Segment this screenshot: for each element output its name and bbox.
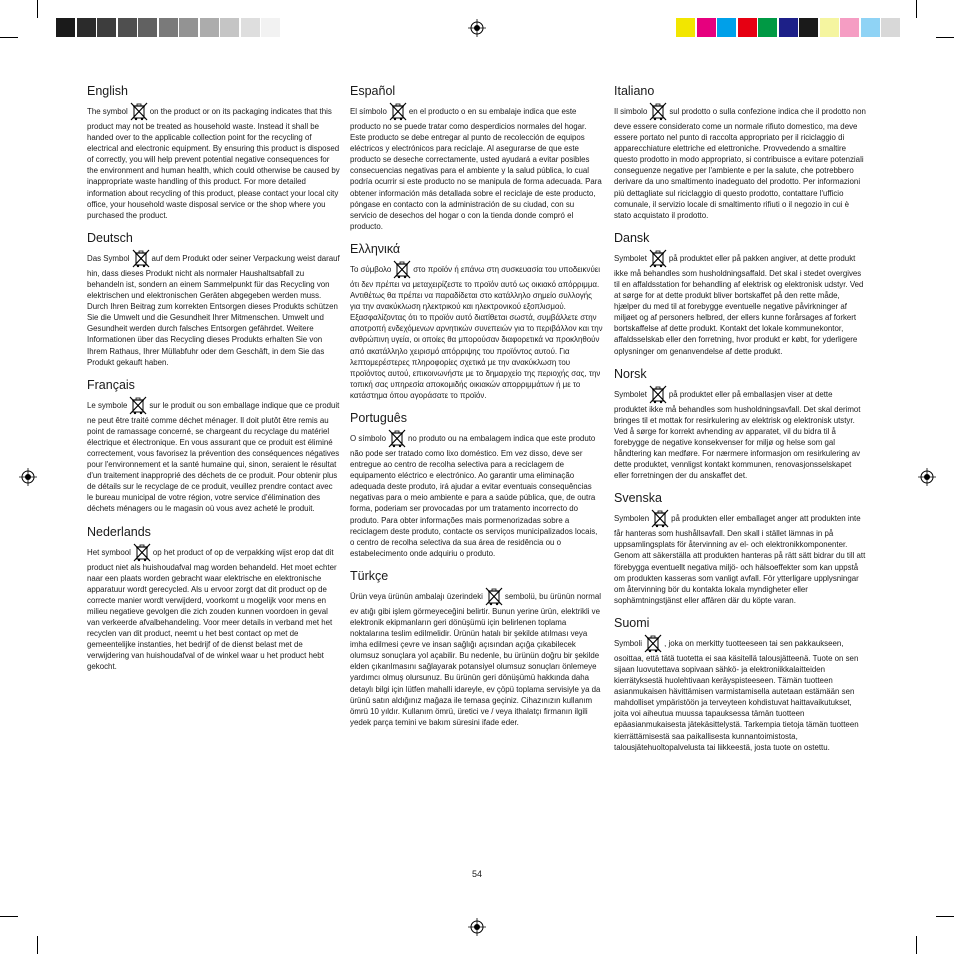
crossed-bin-icon (387, 428, 407, 448)
section-body (614, 633, 867, 753)
section-heading: Nederlands (87, 524, 151, 539)
section-body (87, 542, 340, 673)
section-heading: Ελληνικά (350, 241, 401, 256)
body-lead: Le symbole (87, 400, 128, 410)
gray-swatch (241, 18, 260, 37)
color-swatch-bar (676, 18, 902, 37)
body-text: on the product or on its packaging indicates that this product may not be treated as household waste. Instead it shall be handed over to the applicable collection point for the recycling of electrical and electronic equipment. By ensuring this product is disposed of correctly, you will help prevent potential negative consequences for the environment and human health, which could otherwise be caused by inappropriate waste handling of this product. For more detailed information about recycling of this product, please contact your local city office, your household waste disposal service or the shop where you purchased the product. (87, 107, 340, 220)
crossed-bin-icon (650, 508, 670, 528)
section-heading: Português (350, 410, 407, 425)
section-heading: Deutsch (87, 230, 133, 245)
gray-swatch (77, 18, 96, 37)
section-body (614, 384, 867, 482)
section-heading: Suomi (614, 615, 650, 630)
crossed-bin-icon (131, 248, 151, 268)
registration-mark-icon (918, 468, 936, 486)
body-lead: Il simbolo (614, 107, 648, 116)
registration-mark-icon (468, 918, 486, 936)
language-section (87, 378, 340, 515)
section-body (350, 428, 603, 559)
body-lead: Το σύμβολο (350, 264, 392, 274)
body-text: sul prodotto o sulla confezione indica che il prodotto non deve essere considerato come un normale rifiuto domestico, ma deve essere portato nel punto di raccolta appropriato per il riciclaggio di apparecchiature elettriche ed elettroniche. Provvedendo a smaltire questo prodotto in modo appropriato, si contribuisce a evitare potenziali conseguenze negative per l'ambiente e per la salute, che potrebbero derivare da uno smaltimento inadeguato del prodotto. Per informazioni più dettagliate sul riciclaggio di questo prodotto, contattare l'ufficio comunale, il servizio locale di smaltimento rifiuti o il negozio in cui è stato acquistato il prodotto. (614, 107, 866, 220)
gray-swatch-bar (56, 18, 282, 37)
gray-swatch (97, 18, 116, 37)
section-heading: Español (350, 84, 396, 98)
body-lead: Het symbool (87, 547, 131, 557)
section-body (87, 101, 340, 221)
section-body (350, 101, 603, 232)
body-text: på produktet eller på pakken angiver, at dette produkt ikke må behandles som husholdningsaffald. Det skal i stedet overgives til en affaldsstation for behandling af elektrisk og elektronisk udstyr. Ved at sørge for at dette produkt bliver bortskaffet på den rette måde, hjælper du med til at forebygge eventuelle negative påvirkninger af miljøet og af personers helbred, der ellers kunne forårsages af forkert bortskaffelse af dette produkt. Kontakt det lokale kommunekontor, affaldsselskab eller den forretning, hvor produkt er købt, for yderligere oplysninger om genanvendelse af dette produkt. (614, 253, 864, 356)
color-swatch (758, 18, 777, 37)
color-swatch (820, 18, 839, 37)
body-text: no produto ou na embalagem indica que este produto não pode ser tratado como lixo doméstico. Em vez disso, deve ser entregue ao centro de recolha selectiva para a reciclagem de equipamento eléctrico e electrónico. Ao garantir uma eliminação adequada deste produto, irá ajudar a evitar eventuais consequências negativas para o meio ambiente e para a saúde pública, que, de outra forma, poderiam ser provocadas por um tratamento incorrecto do produto. Para obter informações mais pormenorizadas sobre a reciclagem deste produto, contacte os serviços municipalizados locais, o centro de recolha selectiva da sua área de residência ou o estabelecimento onde adquiriu o produto. (350, 433, 598, 558)
gray-swatch (118, 18, 137, 37)
crossed-bin-icon (643, 633, 663, 653)
gray-swatch (179, 18, 198, 37)
language-section (614, 84, 867, 221)
section-body (614, 508, 867, 606)
column-right (614, 84, 867, 763)
crossed-bin-icon (392, 259, 412, 279)
crop-mark (916, 0, 917, 18)
registration-mark-icon (468, 19, 486, 37)
crop-mark (0, 916, 18, 917)
color-swatch (738, 18, 757, 37)
gray-swatch (200, 18, 219, 37)
gray-swatch (261, 18, 280, 37)
body-lead: Symboli (614, 638, 643, 648)
section-heading: English (87, 84, 128, 98)
body-text: på produkten eller emballaget anger att produkten inte får hanteras som hushållsavfall. Den skall i stället lämnas in på uppsamlingsplats för återvinning av el- och elektronikkomponenter. Genom att säkerställa att produkten hanteras på rätt sätt bidrar du till att förebygga eventuellt negativa miljö- och hälsoeffekter som kan uppstå om produkten kasseras som vanligt avfall. För ytterligare upplysningar om återvinning bör du kontakta lokala myndigheter eller sophämtningstjänst eller affären där du köpte varan. (614, 514, 866, 605)
crossed-bin-icon (648, 101, 668, 121)
body-lead: Symbolet (614, 253, 647, 263)
section-body (87, 248, 340, 368)
section-body (350, 259, 603, 401)
section-heading: Dansk (614, 230, 650, 245)
body-lead: Das Symbol (87, 253, 130, 263)
language-section (614, 616, 867, 753)
crop-mark (0, 37, 18, 38)
language-section (350, 84, 603, 232)
section-body (614, 248, 867, 357)
language-section (87, 84, 340, 221)
column-left (87, 84, 340, 682)
section-heading: Italiano (614, 84, 655, 98)
gray-swatch (220, 18, 239, 37)
gray-swatch (56, 18, 75, 37)
body-text: op het product of op de verpakking wijst erop dat dit product niet als huishoudafval mag worden behandeld. Het moet echter naar een plaats worden gebracht waar elektrische en elektronische apparatuur wordt gerecycled. Als u ervoor zorgt dat dit product op de correcte manier wordt verwijderd, voorkomt u mogelijk voor mens en milieu negatieve gevolgen die zich zouden kunnen voordoen in geval van verkeerde afvalbehandeling. Voor meer details in verband met het recyclen van dit product, neemt u het best contact op met de gemeentelijke instanties, het bedrijf of de dienst belast met de verwijdering van huishoudafval of de winkel waar u het product hebt gekocht. (87, 547, 337, 672)
language-section (350, 569, 603, 728)
body-text: sur le produit ou son emballage indique que ce produit ne peut être traité comme déchet ménager. Il doit plutôt être remis au point de ramassage concerné, se chargeant du recyclage du matériel électrique et électronique. En vous assurant que ce produit est éliminé correctement, vous favorisez la prévention des conséquences négatives pour l'environnement et la santé humaine qui, sinon, seraient le résultat d'un traitement inapproprié des déchets de ce produit. Pour obtenir plus de détails sur le recyclage de ce produit, veuillez prendre contact avec le bureau municipal de votre région, votre service d'élimination des déchets ménagers ou le magasin où vous avez acheté le produit. (87, 400, 340, 514)
column-middle (350, 84, 603, 738)
language-section (350, 411, 603, 559)
crop-mark (936, 916, 954, 917)
body-lead: The symbol (87, 107, 128, 116)
body-text: στο προϊόν ή επάνω στη συσκευασία του υποδεικνύει ότι δεν πρέπει να μεταχειρίζεστε το προϊόν αυτό ως οικιακό απόρριμμα. Αντιθέτως θα πρέπει να παραδίδεται στο κατάλληλο σημείο συλλογής για την ανακύκλωση ηλεκτρικού και ηλεκτρονικού εξοπλισμού. Εξασφαλίζοντας ότι το προϊόν αυτό διατίθεται σωστά, συμβάλλετε στην αποτροπή ενδεχόμενων αρνητικών συνεπειών για το περιβάλλον και την ανθρώπινη υγεία, οι οποίες θα μπορούσαν διαφορετικά να προκληθούν από ακατάλληλο χειρισμό απόρριψης του προϊόντος αυτού. Για λεπτομερέστερες πληροφορίες σχετικά με την ανακύκλωση του προϊόντος αυτού, επικοινωνήστε με το δημαρχείο της περιοχής σας, την τοπική σας υπηρεσία αποκομιδής οικιακών απορριμμάτων ή με το κατάστημα όπου αγοράσατε το προϊόν. (350, 264, 603, 400)
crossed-bin-icon (648, 248, 668, 268)
color-swatch (881, 18, 900, 37)
crossed-bin-icon (129, 101, 149, 121)
registration-mark-icon (19, 468, 37, 486)
body-text: sembolü, bu ürünün normal ev atığı gibi işlem görmeyeceğini belirtir. Bunun yerine ürün, elektrikli ve elektronik ekipmanların geri dönüşümü için belirlenen toplama noktalarına teslim edilmelidir. Ürünün hatalı bir şekilde atılması veya imha edilmesi çevre ve insan sağlığı açısından açığa çıkabilecek olumsuz sonuçlara yol açabilir. Bu nedenle, bu ürünün doğru bir şekilde elden çıkarılmasını sağlayarak potansiyel olumsuz sonuçları önlemeye yardımcı olmuş olursunuz. Bu ürünün geri dönüşümü hakkında daha detaylı bilgi için lütfen mahalli idareyle, ev çöpü toplama servisiyle ya da ürünü satın aldığınız mağaza ile temasa geçiniz. Cihazınızın kullanım ömrü 10 yıldır. Kullanım ömrü, üretici ve / veya ithalatçı firmanın ilgili yedek parça temini ve bakım süresini ifade eder. (350, 591, 601, 727)
color-swatch (779, 18, 798, 37)
color-swatch (697, 18, 716, 37)
crossed-bin-icon (648, 384, 668, 404)
section-body (614, 101, 867, 221)
section-heading: Norsk (614, 366, 647, 381)
color-swatch (717, 18, 736, 37)
crop-mark (936, 37, 954, 38)
language-section (87, 525, 340, 673)
crossed-bin-icon (132, 542, 152, 562)
crossed-bin-icon (128, 395, 148, 415)
section-heading: Français (87, 377, 135, 392)
color-swatch (840, 18, 859, 37)
gray-swatch (159, 18, 178, 37)
section-body (87, 395, 340, 515)
language-section (350, 242, 603, 401)
crop-mark (37, 0, 38, 18)
language-section (614, 491, 867, 606)
body-lead: El símbolo (350, 107, 387, 116)
section-body (350, 586, 603, 728)
color-swatch (676, 18, 695, 37)
page-number: 54 (471, 869, 482, 879)
body-text: på produktet eller på emballasjen viser at dette produktet ikke må behandles som husholdningsavfall. Det skal derimot bringes til et mottak for resirkulering av elektrisk og elektronisk utstyr. Ved å sørge for korrekt avhending av apparatet, vil du bidra til å forebygge de negative konsekvenser for miljø og helse som gal håndtering kan medføre. For nærmere informasjon om resirkulering av dette produktet, vennligst kontakt kommunen, renovasjonsselskapet eller forretningen der du anskaffet det. (614, 389, 861, 481)
body-text: en el producto o en su embalaje indica que este producto no se puede tratar como desperdicios normales del hogar. Este producto se debe entregar al punto de recolección de equipos eléctricos y electrónicos para reciclaje. Al asegurarse de que este producto se deseche correctamente, usted ayudará a evitar posibles consecuencias negativas para el ambiente y la salud pública, lo cual podría ocurrir si este producto no se manipula de forma adecuada. Para obtener información más detallada sobre el reciclaje de este producto, póngase en contacto con la administración de su ciudad, con su servicio de desechos del hogar o con la tienda donde compró el producto. (350, 107, 602, 231)
body-lead: Symbolen (614, 514, 650, 524)
body-lead: O símbolo (350, 433, 386, 443)
crop-mark (37, 936, 38, 954)
body-text: auf dem Produkt oder seiner Verpackung weist darauf hin, dass dieses Produkt nicht als normaler Haushaltsabfall zu behandeln ist, sondern an einem Sammelpunkt für das Recycling von elektrischen und elektronischen Geräten abgegeben werden muss. Durch Ihren Beitrag zum korrekten Entsorgen dieses Produkts schützen Sie die Umwelt und die Gesundheit Ihrer Mitmenschen. Umwelt und Gesundheit werden durch falsches Entsorgen gefährdet. Weitere Informationen über das Recycling dieses Produkts erhalten Sie von Ihrem Rathaus, Ihrer Müllabfuhr oder dem Geschäft, in dem Sie das Produkt gekauft haben. (87, 253, 340, 367)
language-section (614, 367, 867, 482)
section-heading: Svenska (614, 491, 662, 506)
color-swatch (799, 18, 818, 37)
body-lead: Symbolet (614, 389, 647, 399)
section-heading: Türkçe (350, 568, 389, 583)
crossed-bin-icon (388, 101, 408, 121)
body-lead: Ürün veya ürünün ambalajı üzerindeki (350, 591, 483, 601)
language-section (87, 231, 340, 368)
crop-mark (916, 936, 917, 954)
language-section (614, 231, 867, 357)
gray-swatch (138, 18, 157, 37)
color-swatch (861, 18, 880, 37)
body-text: , joka on merkitty tuotteeseen tai sen pakkaukseen, osoittaa, että tätä tuotetta ei saa käsitellä talousjätteenä. Tuote on sen sijaan luovutettava sopivaan sähkö- ja elektroniikkalaitteiden kierrätyksestä huolehtivaan keräyspisteeseen. Tämän tuotteen asianmukaisen hävittämisen varmistamisella autetaan estämään sen mahdolliset ympäristöön ja terveyteen kohdistuvat haittavaikutukset, joita voi aiheutua muussa tapauksessa tämän tuotteen epäasianmukaisesta jätekäsittelystä. Tarkempia tietoja tämän tuotteen kierrättämisestä saa paikallisesta kunnantoimistosta, talousjätehuoltopalvelusta tai liikkeestä, josta tuote on ostettu. (614, 638, 859, 752)
crossed-bin-icon (484, 586, 504, 606)
